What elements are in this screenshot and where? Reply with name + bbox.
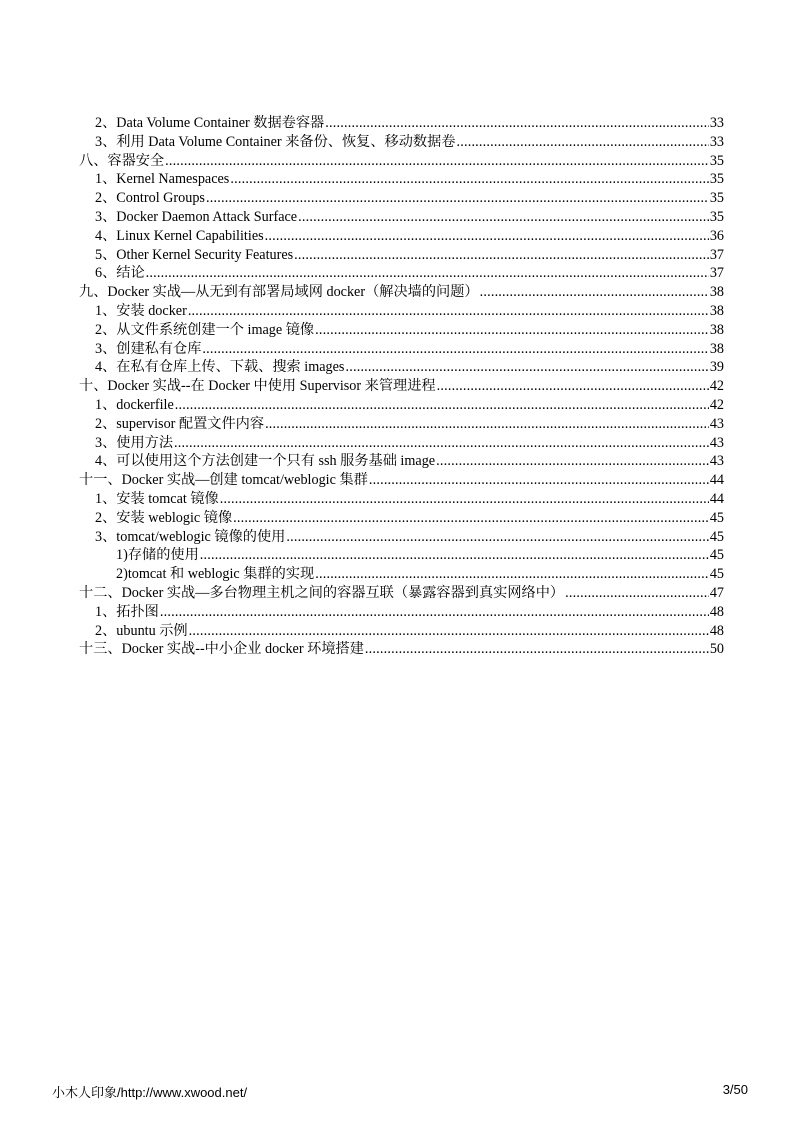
toc-entry-page: 36 bbox=[709, 227, 724, 244]
toc-entry-page: 38 bbox=[709, 284, 724, 301]
toc-dot-leader bbox=[286, 528, 708, 547]
toc-entry-page: 42 bbox=[709, 396, 724, 413]
toc-entry-title: 十三、Docker 实战--中小企业 docker 环境搭建 bbox=[79, 641, 364, 658]
toc-entry-title: 3、Docker Daemon Attack Surface bbox=[95, 208, 298, 225]
toc-dot-leader bbox=[174, 434, 709, 453]
toc-entry-title: 4、在私有仓库上传、下载、搜索 images bbox=[95, 359, 345, 376]
toc-dot-leader bbox=[206, 189, 709, 208]
toc-dot-leader bbox=[202, 340, 708, 359]
toc-entry[interactable] bbox=[79, 509, 724, 528]
toc-entry-title: 1、安装 tomcat 镜像 bbox=[95, 490, 219, 507]
toc-entry[interactable] bbox=[79, 246, 724, 265]
toc-entry[interactable] bbox=[79, 170, 724, 189]
toc-entry-page: 37 bbox=[709, 246, 724, 263]
toc-dot-leader bbox=[315, 565, 709, 584]
footer-page-number: 3/50 bbox=[722, 1082, 748, 1097]
toc-entry[interactable] bbox=[79, 377, 724, 396]
table-of-contents bbox=[79, 114, 724, 659]
toc-dot-leader bbox=[565, 584, 709, 603]
toc-entry[interactable] bbox=[79, 565, 724, 584]
footer-site: 小木人印象/http://www.xwood.net/ bbox=[52, 1085, 248, 1100]
toc-entry[interactable] bbox=[79, 358, 724, 377]
toc-entry-page: 45 bbox=[709, 528, 724, 545]
toc-dot-leader bbox=[325, 114, 709, 133]
toc-entry-page: 45 bbox=[709, 509, 724, 526]
toc-entry[interactable] bbox=[79, 227, 724, 246]
toc-entry-page: 48 bbox=[709, 603, 724, 620]
toc-entry-page: 43 bbox=[709, 434, 724, 451]
toc-entry[interactable] bbox=[79, 133, 724, 152]
toc-entry[interactable] bbox=[79, 546, 724, 565]
toc-entry[interactable] bbox=[79, 490, 724, 509]
toc-dot-leader bbox=[265, 415, 709, 434]
toc-entry-title: 3、创建私有仓库 bbox=[95, 340, 202, 357]
toc-entry-page: 35 bbox=[709, 190, 724, 207]
toc-dot-leader bbox=[345, 358, 708, 377]
toc-entry-page: 33 bbox=[709, 115, 724, 131]
toc-entry[interactable] bbox=[79, 528, 724, 547]
toc-entry-title: 5、Other Kernel Security Features bbox=[95, 246, 294, 263]
toc-dot-leader bbox=[315, 321, 709, 340]
toc-entry-title: 十、Docker 实战--在 Docker 中使用 Supervisor 来管理进程 bbox=[79, 378, 436, 395]
toc-entry[interactable] bbox=[79, 622, 724, 641]
toc-entry-title: 2、ubuntu 示例 bbox=[95, 622, 188, 639]
toc-entry[interactable] bbox=[79, 114, 724, 133]
toc-entry-page: 50 bbox=[709, 641, 724, 658]
toc-entry[interactable] bbox=[79, 415, 724, 434]
toc-dot-leader bbox=[233, 509, 709, 528]
toc-entry-page: 45 bbox=[709, 566, 724, 583]
toc-entry[interactable] bbox=[79, 283, 724, 302]
toc-entry[interactable] bbox=[79, 152, 724, 171]
toc-entry-title: 2)tomcat 和 weblogic 集群的实现 bbox=[116, 566, 315, 583]
toc-entry[interactable] bbox=[79, 208, 724, 227]
toc-entry-title: 4、可以使用这个方法创建一个只有 ssh 服务基础 image bbox=[95, 453, 436, 470]
toc-dot-leader bbox=[200, 546, 709, 565]
toc-dot-leader bbox=[456, 133, 708, 152]
toc-entry-title: 4、Linux Kernel Capabilities bbox=[95, 227, 264, 244]
toc-entry[interactable] bbox=[79, 302, 724, 321]
toc-entry-title: 2、安装 weblogic 镜像 bbox=[95, 509, 233, 526]
toc-entry-title: 九、Docker 实战—从无到有部署局域网 docker（解决墙的问题） bbox=[79, 284, 479, 301]
toc-entry-title: 八、容器安全 bbox=[79, 152, 165, 169]
toc-entry-title: 1)存储的使用 bbox=[116, 547, 199, 564]
toc-dot-leader bbox=[480, 283, 709, 302]
toc-entry-page: 48 bbox=[709, 622, 724, 639]
toc-entry[interactable] bbox=[79, 452, 724, 471]
toc-entry-title: 1、拓扑图 bbox=[95, 603, 159, 620]
toc-entry-page: 33 bbox=[709, 133, 724, 150]
toc-entry-page: 37 bbox=[709, 265, 724, 282]
toc-entry-title: 2、从文件系统创建一个 image 镜像 bbox=[95, 321, 315, 338]
toc-entry-title: 1、Kernel Namespaces bbox=[95, 171, 230, 188]
toc-entry[interactable] bbox=[79, 396, 724, 415]
toc-entry-page: 35 bbox=[709, 171, 724, 188]
toc-dot-leader bbox=[437, 377, 709, 396]
toc-entry-title: 6、结论 bbox=[95, 265, 145, 282]
toc-entry-page: 45 bbox=[709, 547, 724, 564]
toc-entry[interactable] bbox=[79, 321, 724, 340]
toc-dot-leader bbox=[265, 227, 709, 246]
toc-dot-leader bbox=[188, 302, 709, 321]
toc-dot-leader bbox=[294, 246, 709, 265]
toc-entry[interactable] bbox=[79, 584, 724, 603]
toc-dot-leader bbox=[230, 170, 708, 189]
toc-dot-leader bbox=[189, 622, 709, 641]
toc-dot-leader bbox=[175, 396, 709, 415]
toc-entry-title: 2、Data Volume Container 数据卷容器 bbox=[95, 115, 325, 131]
toc-entry[interactable] bbox=[79, 603, 724, 622]
toc-dot-leader bbox=[220, 490, 709, 509]
toc-entry-title: 3、使用方法 bbox=[95, 434, 174, 451]
toc-entry-title: 十二、Docker 实战—多台物理主机之间的容器互联（暴露容器到真实网络中） bbox=[79, 584, 565, 601]
toc-entry[interactable] bbox=[79, 264, 724, 283]
toc-entry[interactable] bbox=[79, 471, 724, 490]
toc-entry[interactable] bbox=[79, 434, 724, 453]
toc-dot-leader bbox=[146, 264, 709, 283]
toc-entry-page: 38 bbox=[709, 302, 724, 319]
toc-entry-title: 3、tomcat/weblogic 镜像的使用 bbox=[95, 528, 286, 545]
toc-entry-page: 38 bbox=[709, 340, 724, 357]
toc-dot-leader bbox=[365, 640, 709, 659]
toc-entry-title: 1、dockerfile bbox=[95, 396, 174, 413]
toc-dot-leader bbox=[369, 471, 709, 490]
toc-entry-page: 44 bbox=[709, 490, 724, 507]
page-footer bbox=[52, 1082, 748, 1101]
toc-entry-title: 1、安装 docker bbox=[95, 302, 187, 319]
toc-entry-page: 35 bbox=[709, 152, 724, 169]
toc-dot-leader bbox=[436, 452, 709, 471]
toc-dot-leader bbox=[165, 152, 709, 171]
toc-entry-page: 39 bbox=[709, 359, 724, 376]
toc-entry-page: 38 bbox=[709, 321, 724, 338]
toc-entry[interactable] bbox=[79, 189, 724, 208]
toc-entry-page: 43 bbox=[709, 453, 724, 470]
toc-entry[interactable] bbox=[79, 340, 724, 359]
toc-entry-title: 十一、Docker 实战—创建 tomcat/weblogic 集群 bbox=[79, 472, 368, 489]
toc-entry-page: 35 bbox=[709, 208, 724, 225]
toc-entry-page: 42 bbox=[709, 378, 724, 395]
toc-entry-page: 44 bbox=[709, 472, 724, 489]
toc-entry-page: 43 bbox=[709, 415, 724, 432]
toc-entry-page: 47 bbox=[709, 584, 724, 601]
toc-entry-title: 3、利用 Data Volume Container 来备份、恢复、移动数据卷 bbox=[95, 133, 456, 150]
toc-entry-title: 2、supervisor 配置文件内容 bbox=[95, 415, 265, 432]
toc-entry-title: 2、Control Groups bbox=[95, 190, 205, 207]
toc-dot-leader bbox=[160, 603, 709, 622]
toc-entry[interactable] bbox=[79, 640, 724, 659]
toc-dot-leader bbox=[298, 208, 709, 227]
